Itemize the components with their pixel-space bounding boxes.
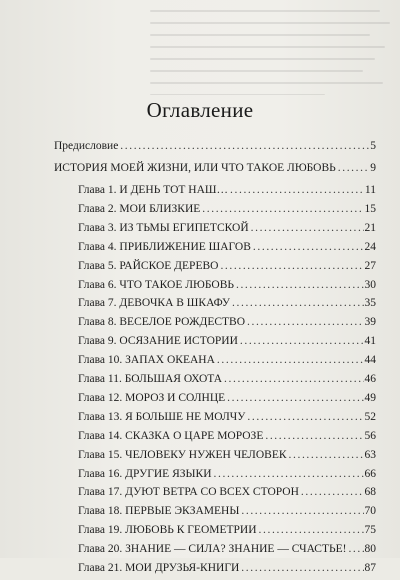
toc-entry-chapter-1 — [78, 184, 376, 202]
toc-entry-label: Глава 15. ЧЕЛОВЕКУ НУЖЕН ЧЕЛОВЕК — [78, 448, 287, 461]
dot-leader — [251, 222, 364, 234]
toc-entry-label: Глава 18. ПЕРВЫЕ ЭКЗАМЕНЫ — [78, 505, 240, 518]
toc-entry-label: Глава 8. ВЕСЕЛОЕ РОЖДЕСТВО — [78, 316, 246, 329]
dot-leader — [202, 203, 363, 215]
toc-entry-page: 56 — [364, 429, 376, 442]
toc-entry-page: 24 — [364, 240, 376, 253]
dot-leader — [230, 184, 364, 196]
toc-entry-label: Предисловие — [54, 140, 119, 152]
toc-entry-page: 66 — [364, 467, 376, 480]
toc-entry-label: Глава 10. ЗАПАХ ОКЕАНА — [78, 354, 215, 367]
toc-entry-label: Глава 7. ДЕВОЧКА В ШКАФУ — [78, 297, 231, 310]
dot-leader — [265, 430, 363, 442]
toc-entry-page: 49 — [364, 391, 376, 404]
toc-entry-label: Глава 17. ДУЮТ ВЕТРА СО ВСЕХ СТОРОН — [78, 486, 299, 499]
toc-entry-chapter-10 — [78, 354, 376, 372]
toc-entry-label: Глава 1. И ДЕНЬ ТОТ НАШ… — [78, 184, 229, 196]
toc-entry-page: 52 — [364, 410, 376, 423]
toc-entry-page: 80 — [364, 543, 376, 556]
dot-leader — [120, 140, 369, 152]
toc-entry-page: 39 — [364, 316, 376, 329]
dot-leader — [247, 411, 363, 423]
toc-entry-chapter-11 — [78, 373, 376, 391]
toc-entry-label: Глава 4. ПРИБЛИЖЕНИЕ ШАГОВ — [78, 240, 251, 253]
toc-entry-chapter-20 — [78, 543, 376, 561]
dot-leader — [214, 468, 364, 480]
toc-entry-chapter-7 — [78, 297, 376, 315]
toc-entry-label: Глава 13. Я БОЛЬШЕ НЕ МОЛЧУ — [78, 410, 246, 423]
toc-entry-chapter-6 — [78, 279, 376, 297]
toc-entry-chapter-2 — [78, 203, 376, 221]
dot-leader — [338, 162, 370, 174]
toc-entry-chapter-12 — [78, 392, 376, 410]
toc-entry-page: 9 — [370, 162, 376, 174]
toc-entry-page: 70 — [364, 505, 376, 518]
toc-entry-label: Глава 5. РАЙСКОЕ ДЕРЕВО — [78, 259, 219, 272]
toc-entry-chapter-21 — [78, 562, 376, 580]
toc-entry-page: 68 — [364, 486, 376, 499]
toc-entry-page: 15 — [364, 202, 376, 215]
toc-entry-chapter-19 — [78, 524, 376, 542]
dot-leader — [236, 279, 364, 291]
toc-entry-page: 75 — [364, 524, 376, 537]
dot-leader — [232, 297, 363, 309]
toc-entry-part — [54, 162, 376, 180]
toc-entry-chapter-9 — [78, 335, 376, 353]
dot-leader — [224, 373, 363, 385]
toc-entry-page: 87 — [364, 562, 376, 574]
dot-leader — [241, 505, 363, 517]
toc-entry-label: Глава 9. ОСЯЗАНИЕ ИСТОРИИ — [78, 335, 238, 348]
toc-entry-page: 27 — [364, 259, 376, 272]
toc-entry-page: 41 — [364, 335, 376, 348]
toc-entry-label: Глава 3. ИЗ ТЬМЫ ЕГИПЕТСКОЙ — [78, 221, 249, 234]
toc-entry-chapter-14 — [78, 430, 376, 448]
toc-entry-page: 44 — [364, 354, 376, 367]
toc-entry-chapter-18 — [78, 505, 376, 523]
dot-leader — [241, 562, 363, 574]
toc-entry-chapter-17 — [78, 486, 376, 504]
toc-entry-label: Глава 14. СКАЗКА О ЦАРЕ МОРОЗЕ — [78, 429, 264, 442]
toc-entry-label: Глава 16. ДРУГИЕ ЯЗЫКИ — [78, 467, 212, 480]
dot-leader — [240, 335, 364, 347]
toc-entry-label: Глава 2. МОИ БЛИЗКИЕ — [78, 202, 201, 215]
toc-entry-label: Глава 20. ЗНАНИЕ — СИЛА? ЗНАНИЕ — СЧАСТЬЕ! — [78, 543, 347, 556]
toc-entry-chapter-8 — [78, 316, 376, 334]
dot-leader — [289, 449, 364, 461]
toc-entry-chapter-5 — [78, 260, 376, 278]
toc-entry-preface — [54, 140, 376, 158]
toc-entry-label: Глава 11. БОЛЬШАЯ ОХОТА — [78, 373, 223, 385]
toc-entry-page: 35 — [364, 297, 376, 310]
toc-entry-chapter-15 — [78, 449, 376, 467]
toc-entry-chapter-3 — [78, 222, 376, 240]
dot-leader — [301, 486, 364, 498]
toc-entry-label: Глава 6. ЧТО ТАКОЕ ЛЮБОВЬ — [78, 278, 234, 291]
toc-entry-label: Глава 12. МОРОЗ И СОЛНЦЕ — [78, 391, 226, 404]
dot-leader — [259, 524, 364, 536]
page-title: Оглавление — [146, 98, 254, 122]
dot-leader — [348, 543, 363, 555]
toc-entry-chapter-16 — [78, 468, 376, 486]
toc-entry-page: 46 — [364, 373, 376, 385]
toc-entry-page: 11 — [364, 184, 376, 196]
dot-leader — [247, 316, 363, 328]
dot-leader — [227, 392, 363, 404]
toc-entry-page: 21 — [364, 221, 376, 234]
dot-leader — [220, 260, 363, 272]
toc-entry-chapter-13 — [78, 411, 376, 429]
toc-entry-page: 63 — [364, 448, 376, 461]
toc-entry-label: Глава 19. ЛЮБОВЬ К ГЕОМЕТРИИ — [78, 524, 257, 537]
toc-entry-chapter-4 — [78, 241, 376, 259]
toc-entry-page: 30 — [364, 278, 376, 291]
toc-entry-page: 5 — [370, 140, 376, 152]
dot-leader — [253, 241, 364, 253]
bleed-through-text — [150, 0, 400, 95]
toc-entry-label: ИСТОРИЯ МОЕЙ ЖИЗНИ, ИЛИ ЧТО ТАКОЕ ЛЮБОВЬ — [54, 162, 336, 174]
toc-entry-label: Глава 21. МОИ ДРУЗЬЯ-КНИГИ — [78, 562, 240, 574]
dot-leader — [217, 354, 364, 366]
